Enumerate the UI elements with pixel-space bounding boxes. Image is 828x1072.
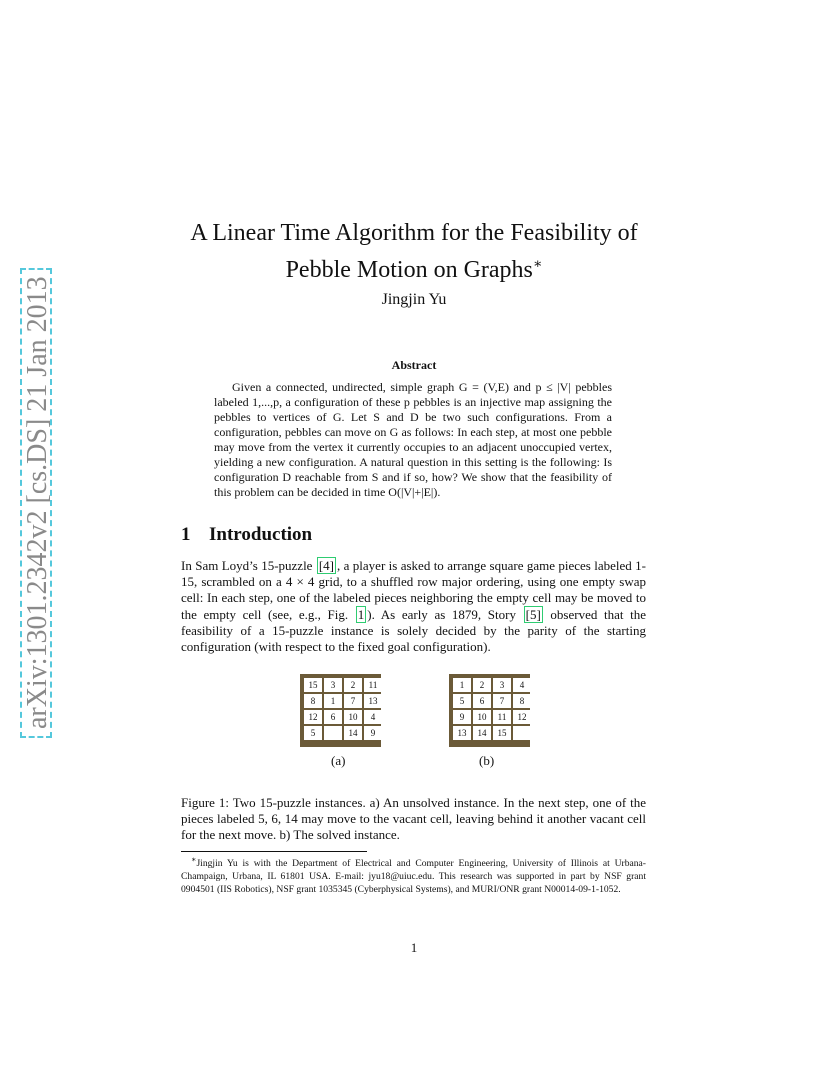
puzzle-tile: 12: [513, 710, 531, 724]
puzzle-tile: 14: [344, 726, 362, 740]
puzzle-a: [300, 674, 381, 747]
puzzle-tile: 6: [324, 710, 342, 724]
citation-link-4[interactable]: [4]: [318, 558, 335, 573]
puzzle-b: [449, 674, 530, 747]
puzzle-tile: 1: [324, 694, 342, 708]
section-heading-introduction: [181, 524, 312, 546]
title-line-1: A Linear Time Algorithm for the Feasibility of: [190, 220, 638, 246]
puzzle-tile: 1: [453, 678, 471, 692]
puzzle-tile: 7: [344, 694, 362, 708]
puzzle-tile: 11: [364, 678, 382, 692]
intro-text-3: ). As early as 1879, Story: [367, 606, 516, 622]
figure-link-1[interactable]: 1: [357, 606, 365, 622]
footnote: [181, 853, 646, 896]
figure-label-b: (b): [479, 753, 495, 768]
puzzle-tile: 14: [473, 726, 491, 740]
puzzle-tile: 8: [304, 694, 322, 708]
puzzle-b-grid: [453, 678, 526, 740]
author-name: Jingjin Yu: [381, 291, 447, 308]
title-footnote-mark[interactable]: ∗: [532, 257, 543, 272]
abstract-heading: Abstract: [391, 358, 437, 372]
puzzle-a-grid: [304, 678, 377, 740]
puzzle-tile: 7: [493, 694, 511, 708]
puzzle-tile: 4: [364, 710, 382, 724]
intro-paragraph: [181, 558, 646, 655]
footnote-rule: [181, 851, 367, 852]
puzzle-tile: 12: [304, 710, 322, 724]
title-line-2: [150, 249, 678, 286]
paper-title: [150, 218, 678, 286]
intro-text-2: , a player is asked to arrange square game pieces labeled 1-15, scrambled on a 4 × 4 grid, to a shuffled row major ordering, using one empty swap cell: In each step, one of the labeled pieces neighboring the empty cell may be moved to the empty cell (see, e.g., Fig.: [181, 558, 646, 622]
puzzle-tile: 5: [453, 694, 471, 708]
puzzle-tile: 8: [513, 694, 531, 708]
puzzle-tile: 5: [304, 726, 322, 740]
puzzle-tile: 3: [324, 678, 342, 692]
puzzle-tile: 2: [473, 678, 491, 692]
citation-link-5[interactable]: [5]: [525, 606, 541, 622]
title-line-2-text: Pebble Motion on Graphs: [285, 257, 533, 283]
puzzle-tile: 11: [493, 710, 511, 724]
puzzle-tile: 9: [453, 710, 471, 724]
puzzle-tile: 10: [344, 710, 362, 724]
section-number: 1: [181, 524, 191, 545]
puzzle-tile: 2: [344, 678, 362, 692]
puzzle-empty-cell: [513, 726, 531, 740]
puzzle-tile: 9: [364, 726, 382, 740]
footnote-mark: ∗: [191, 855, 197, 864]
footnote-text: Jingjin Yu is with the Department of Electrical and Computer Engineering, University of Illinois at Urbana-Champaign, Urbana, IL 61801 USA. E-mail: jyu18@uiuc.edu. This research was supported in part by NSF grant 0904501 (IIS Robotics), NSF grant 1035345 (Cyberphysical Systems), and MURI/ONR grant N00014-09-1-1052.: [181, 858, 646, 896]
intro-text-1: In Sam Loyd’s 15-puzzle: [181, 558, 313, 573]
puzzle-tile: 6: [473, 694, 491, 708]
page-number: 1: [410, 940, 418, 955]
puzzle-tile: 4: [513, 678, 531, 692]
intro-text-4: observed that the feasibility of a 15-puzzle instance is solely decided by the parity of the starting configuration (with respect to the fixed goal configuration).: [181, 606, 646, 655]
puzzle-tile: 13: [453, 726, 471, 740]
puzzle-tile: 3: [493, 678, 511, 692]
arxiv-side-stamp: arXiv:1301.2342v2 [cs.DS] 21 Jan 2013: [20, 268, 52, 738]
section-title: Introduction: [209, 524, 313, 545]
puzzle-tile: 10: [473, 710, 491, 724]
puzzle-tile: 13: [364, 694, 382, 708]
puzzle-empty-cell: [324, 726, 342, 740]
puzzle-tile: 15: [304, 678, 322, 692]
figure-caption: Figure 1: Two 15-puzzle instances. a) An unsolved instance. In the next step, one of the pieces labeled 5, 6, 14 may move to the vacant cell, leaving behind it another vacant cell for the next move. b) The solved instance.: [181, 795, 646, 843]
abstract-body: Given a connected, undirected, simple graph G = (V,E) and p ≤ |V| pebbles labeled 1,...,p, a configuration of these p pebbles is an injective map assigning the pebbles to vertices of G. Let S and D be two such configurations. From a configuration, pebbles can move on G as follows: In each step, at most one pebble may move from the vertex it currently occupies to an adjacent unoccupied vertex, yielding a new configuration. A natural question in this setting is the following: Is configuration D reachable from S and if so, how? We show that the feasibility of this problem can be decided in time O(|V|+|E|).: [214, 380, 612, 499]
puzzle-tile: 15: [493, 726, 511, 740]
figure-label-a: (a): [331, 753, 346, 768]
